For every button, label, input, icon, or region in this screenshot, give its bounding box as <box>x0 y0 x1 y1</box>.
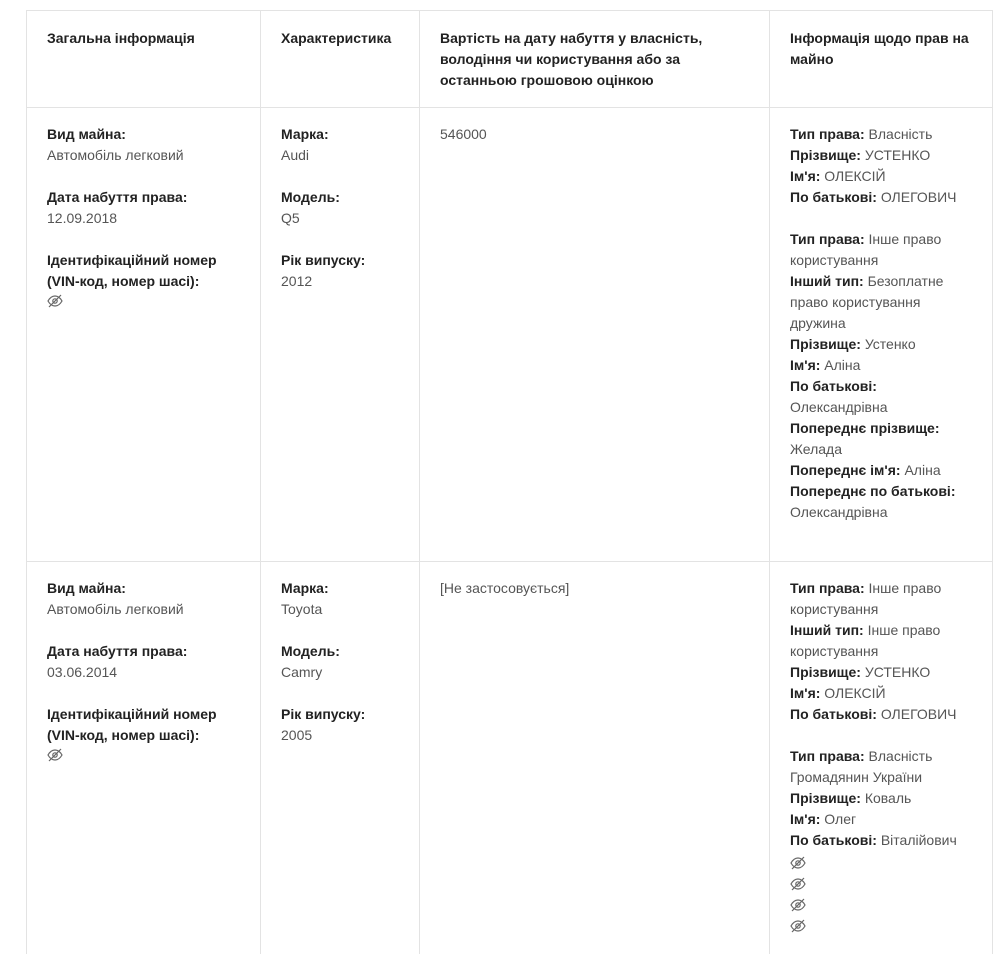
brand-value: Audi <box>281 145 399 166</box>
characteristics-cell <box>261 562 420 954</box>
owner-block: Тип права: Власність Прізвище: УСТЕНКО Ім'я: ОЛЕКСІЙ По батькові: ОЛЕГОВИЧ <box>790 124 972 208</box>
year-value: 2012 <box>281 271 399 292</box>
patronymic-value: ОЛЕГОВИЧ <box>881 189 957 205</box>
property-type-value: Автомобіль легковий <box>47 599 240 620</box>
acquisition-date-label: Дата набуття права: <box>47 641 240 662</box>
table-header-row <box>27 11 993 108</box>
hidden-eye-icon <box>47 747 63 763</box>
vin-label: Ідентифікаційний номер (VIN-код, номер шасі): <box>47 704 240 746</box>
prev-surname-value: Желада <box>790 441 842 457</box>
name-value: Олег <box>824 811 856 827</box>
name-value: Аліна <box>824 357 860 373</box>
header-rights: Інформація щодо прав на майно <box>770 11 993 108</box>
hidden-eye-icon <box>790 918 806 934</box>
general-cell <box>27 108 261 562</box>
acquisition-date-value: 03.06.2014 <box>47 662 240 683</box>
owner-block: Тип права: Інше право користування Інший тип: Безоплатне право користування дружина Прізвище: Устенко Ім'я: Аліна По батькові: Олександрівна Попереднє прізвище: Желада Попереднє ім'я: Аліна Попереднє по батькові: Олександрівна <box>790 229 972 523</box>
patronymic-value: ОЛЕГОВИЧ <box>881 706 957 722</box>
brand-label: Марка: <box>281 124 399 145</box>
owner-block: Тип права: Власність Громадянин України Прізвище: Коваль Ім'я: Олег По батькові: Віталійович <box>790 746 972 934</box>
acquisition-date-label: Дата набуття права: <box>47 187 240 208</box>
year-label: Рік випуску: <box>281 250 399 271</box>
surname-value: Коваль <box>865 790 911 806</box>
header-characteristics: Характеристика <box>261 11 420 108</box>
year-label: Рік випуску: <box>281 704 399 725</box>
surname-value: УСТЕНКО <box>865 147 930 163</box>
brand-label: Марка: <box>281 578 399 599</box>
property-type-label: Вид майна: <box>47 578 240 599</box>
right-type-value: Власність <box>869 126 933 142</box>
value-cell <box>420 108 770 562</box>
model-value: Q5 <box>281 208 399 229</box>
brand-value: Toyota <box>281 599 399 620</box>
right-type-value: Інше право користування <box>790 580 941 617</box>
hidden-eye-icon <box>790 855 806 871</box>
prev-patronymic-value: Олександрівна <box>790 504 888 520</box>
property-type-label: Вид майна: <box>47 124 240 145</box>
general-cell <box>27 562 261 954</box>
header-general: Загальна інформація <box>27 11 261 108</box>
other-type-value: Інше право користування <box>790 622 940 659</box>
rights-cell <box>770 108 993 562</box>
property-table <box>26 10 993 954</box>
patronymic-value: Олександрівна <box>790 399 888 415</box>
prev-name-value: Аліна <box>904 462 940 478</box>
value-amount: [Не застосовується] <box>440 578 749 599</box>
value-cell <box>420 562 770 954</box>
hidden-eye-icon <box>790 897 806 913</box>
hidden-eye-icon <box>790 876 806 892</box>
characteristics-cell <box>261 108 420 562</box>
name-value: ОЛЕКСІЙ <box>824 685 885 701</box>
patronymic-value: Віталійович <box>881 832 957 848</box>
right-type-value: Інше право користування <box>790 231 941 268</box>
header-value: Вартість на дату набуття у власність, володіння чи користування або за останньою грошовою оцінкою <box>420 11 770 108</box>
value-amount: 546000 <box>440 124 749 145</box>
right-type-value: Власність Громадянин України <box>790 748 932 785</box>
name-value: ОЛЕКСІЙ <box>824 168 885 184</box>
vin-label: Ідентифікаційний номер (VIN-код, номер шасі): <box>47 250 240 292</box>
table-row <box>27 108 993 562</box>
acquisition-date-value: 12.09.2018 <box>47 208 240 229</box>
hidden-eye-icon <box>47 293 63 309</box>
table-row <box>27 562 993 954</box>
model-label: Модель: <box>281 641 399 662</box>
rights-cell <box>770 562 993 954</box>
other-type-value: Безоплатне право користування дружина <box>790 273 943 331</box>
property-type-value: Автомобіль легковий <box>47 145 240 166</box>
surname-value: Устенко <box>865 336 916 352</box>
surname-value: УСТЕНКО <box>865 664 930 680</box>
model-value: Camry <box>281 662 399 683</box>
year-value: 2005 <box>281 725 399 746</box>
owner-block: Тип права: Інше право користування Інший тип: Інше право користування Прізвище: УСТЕНКО Ім'я: ОЛЕКСІЙ По батькові: ОЛЕГОВИЧ <box>790 578 972 725</box>
model-label: Модель: <box>281 187 399 208</box>
